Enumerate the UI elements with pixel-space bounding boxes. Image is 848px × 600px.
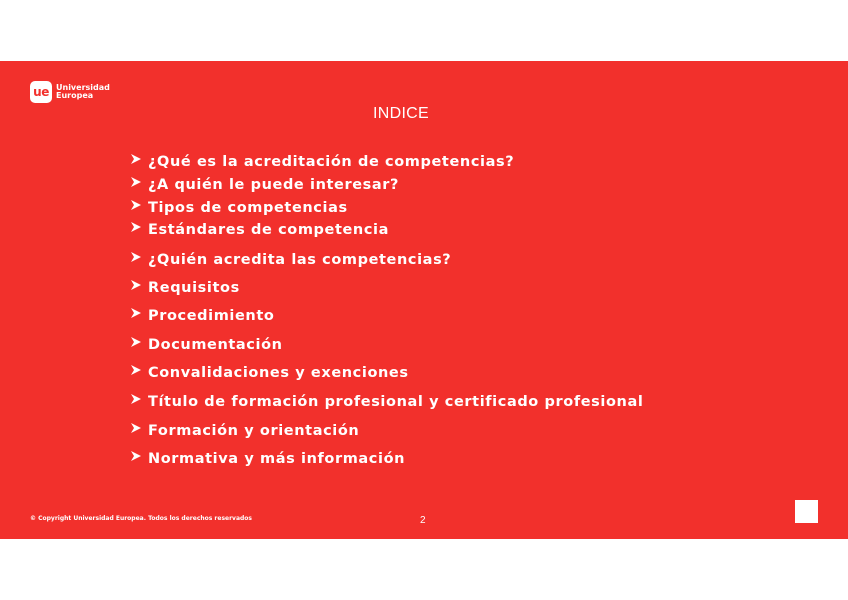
page-number: 2 [420, 515, 426, 526]
logo-line-2: Europea [56, 91, 94, 100]
arrow-bullet-icon [129, 422, 143, 434]
arrow-bullet-icon [129, 307, 143, 319]
toc-item [129, 252, 451, 268]
arrow-bullet-icon [129, 336, 143, 348]
toc-item [129, 337, 283, 353]
toc-item [129, 394, 643, 410]
toc-item [129, 308, 274, 324]
arrow-bullet-icon [129, 279, 143, 291]
toc-item-label: Estándares de competencia [148, 222, 389, 238]
ue-logo-icon: ue [30, 81, 52, 103]
toc-item-label: Convalidaciones y exenciones [148, 365, 409, 381]
toc-item [129, 177, 399, 193]
toc-item-label: Tipos de competencias [148, 200, 348, 216]
logo-wordmark [56, 84, 110, 100]
page-title: INDICE [372, 105, 430, 122]
arrow-bullet-icon [129, 251, 143, 263]
toc-item [129, 451, 405, 467]
toc-item-label: ¿Quién acredita las competencias? [148, 252, 452, 268]
toc-item [129, 365, 409, 381]
university-logo [30, 81, 110, 103]
toc-item-label: Título de formación profesional y certificado profesional [148, 394, 644, 410]
copyright-notice: © Copyright Universidad Europea. Todos los derechos reservados [30, 515, 252, 522]
toc-item-label: Requisitos [148, 280, 240, 296]
toc-item-label: Formación y orientación [148, 423, 360, 439]
arrow-bullet-icon [129, 393, 143, 405]
toc-item-label: Documentación [148, 337, 283, 353]
toc-item [129, 154, 514, 170]
toc-item [129, 200, 348, 216]
arrow-bullet-icon [129, 153, 143, 165]
arrow-bullet-icon [129, 364, 143, 376]
arrow-bullet-icon [129, 221, 143, 233]
toc-item [129, 222, 389, 238]
toc-item [129, 423, 359, 439]
toc-item-label: ¿Qué es la acreditación de competencias? [148, 154, 515, 170]
arrow-bullet-icon [129, 199, 143, 211]
toc-item-label: Normativa y más información [148, 451, 406, 467]
toc-item [129, 280, 240, 296]
logo-line-1: Universidad [56, 83, 110, 92]
arrow-bullet-icon [129, 450, 143, 462]
slide [0, 61, 848, 539]
toc-item-label: Procedimiento [148, 308, 275, 324]
arrow-bullet-icon [129, 176, 143, 188]
toc-item-label: ¿A quién le puede interesar? [148, 177, 400, 193]
corner-square [795, 500, 818, 523]
